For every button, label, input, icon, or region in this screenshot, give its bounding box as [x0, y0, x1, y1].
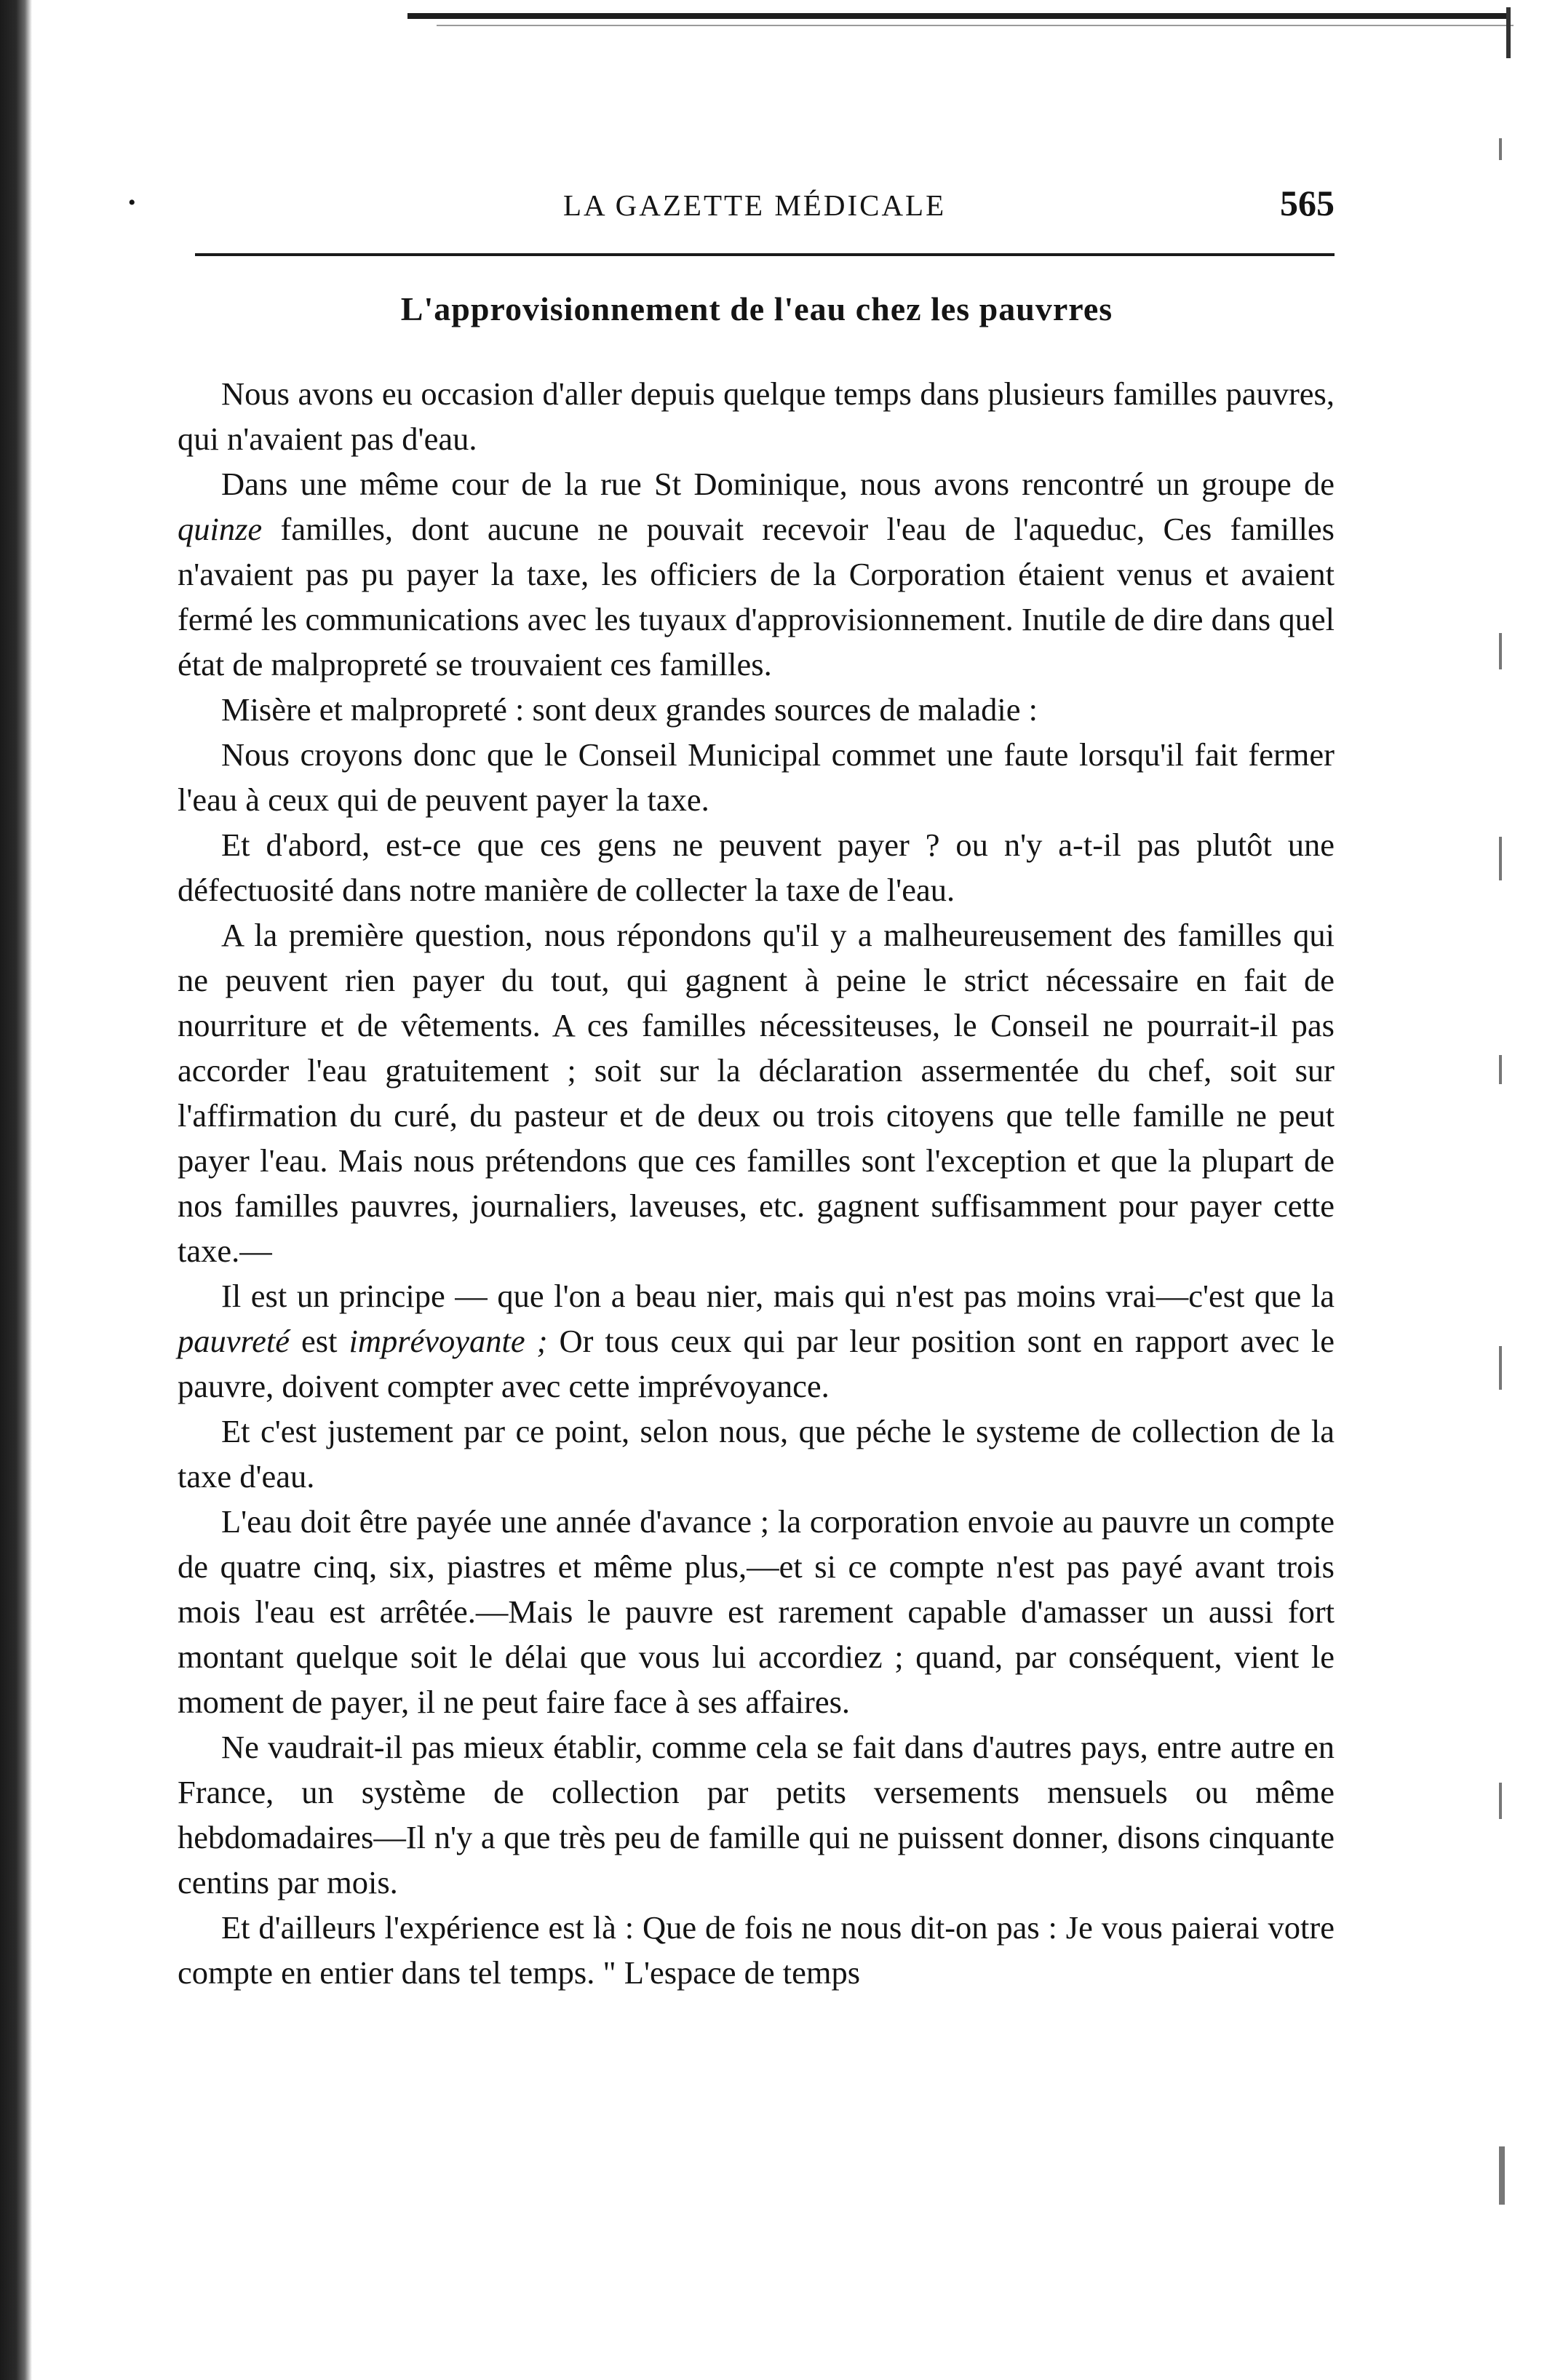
speck: [1499, 1346, 1502, 1390]
paragraph-2: [178, 461, 1335, 687]
scan-top-edge-line: [437, 25, 1514, 26]
paragraph-11: Et d'ailleurs l'expérience est là : Que de fois ne nous dit-on pas : Je vous paierai votre compte en entier dans tel temps. " L'espace de temps: [178, 1909, 1335, 1991]
paragraph-2-before: Dans une même cour de la rue St Dominique, nous avons rencontré un groupe de: [221, 466, 1335, 502]
paragraph-2-italic: quinze: [178, 511, 263, 547]
scan-right-edge: [1506, 7, 1511, 58]
paragraph-5: Et d'abord, est-ce que ces gens ne peuvent payer ? ou n'y a-t-il pas plutôt une défectuosité dans notre manière de collecter la taxe de l'eau.: [178, 827, 1335, 908]
journal-title: LA GAZETTE MÉDICALE: [563, 188, 947, 222]
article-title: L'approvisionnement de l'eau chez les pauvrres: [400, 290, 1113, 327]
paragraph-3: Misère et malpropreté : sont deux grandes sources de maladie :: [221, 691, 1038, 728]
paragraph-4: Nous croyons donc que le Conseil Municipal commet une faute lorsqu'il fait fermer l'eau à ceux qui de peuvent payer la taxe.: [178, 736, 1335, 818]
speck: [1499, 2146, 1505, 2205]
scan-left-edge: [0, 0, 32, 2380]
paragraph-7-italic-1: pauvreté: [178, 1323, 290, 1359]
speck: [1499, 1055, 1502, 1084]
speck: [1499, 633, 1502, 669]
speck: [1499, 837, 1502, 880]
paragraph-7-before: Il est un principe — que l'on a beau nier, mais qui n'est pas moins vrai—c'est que la: [221, 1278, 1335, 1314]
paragraph-2-after: familles, dont aucune ne pouvait recevoir l'eau de l'aqueduc, Ces familles n'avaient pas pu payer la taxe, les officiers de la Corporation étaient venus et avaient fermé les communications avec les tuyaux d'approvisionnement. Inutile de dire dans quel état de malpropreté se trouvaient ces familles.: [178, 511, 1335, 682]
paragraph-1: Nous avons eu occasion d'aller depuis quelque temps dans plusieurs familles pauvres, qui n'avaient pas d'eau.: [178, 375, 1335, 457]
paragraph-9: L'eau doit être payée une année d'avance ; la corporation envoie au pauvre un compte de quatre cinq, six, piastres et même plus,—et si ce compte n'est pas payé avant trois mois l'eau est arrêtée.—Mais le pauvre est rarement capable d'amasser un aussi fort montant quelque soit le délai que vous lui accordiez ; quand, par conséquent, vient le moment de payer, il ne peut faire face à ses affaires.: [178, 1503, 1335, 1720]
article-body: [178, 371, 1335, 1995]
page-number: 565: [1280, 183, 1335, 223]
speck: [1499, 138, 1502, 160]
paragraph-7: [178, 1273, 1335, 1409]
paragraph-6: A la première question, nous répondons qu'il y a malheureusement des familles qui ne peuvent rien payer du tout, qui gagnent à peine le strict nécessaire en fait de nourriture et de vêtements. A ces familles nécessiteuses, le Conseil ne pourrait-il pas accorder l'eau gratuitement ; soit sur la déclaration assermentée du chef, soit sur l'affirmation du curé, du pasteur et de deux ou trois citoyens que telle famille ne peut payer l'eau. Mais nous prétendons que ces familles sont l'exception et que la plupart de nos familles pauvres, journaliers, laveuses, etc. gagnent suffisamment pour payer cette taxe.—: [178, 917, 1335, 1269]
paragraph-10: Ne vaudrait-il pas mieux établir, comme cela se fait dans d'autres pays, entre autre en France, un système de collection par petits versements mensuels ou même hebdomadaires—Il n'y a que très peu de famille qui ne puissent donner, disons cinquante centins par mois.: [178, 1729, 1335, 1901]
paragraph-7-italic-2: imprévoyante ;: [349, 1323, 548, 1359]
speck: [1499, 1783, 1502, 1819]
header-bullet: •: [128, 191, 136, 215]
paragraph-7-middle: est: [290, 1323, 349, 1359]
header-rule: [195, 253, 1335, 256]
paragraph-7-after: Or tous ceux qui par leur position sont en rapport avec le pauvre, doivent compter avec cette imprévoyance.: [178, 1323, 1335, 1404]
scan-top-edge: [407, 13, 1506, 19]
paragraph-8: Et c'est justement par ce point, selon nous, que péche le systeme de collection de la taxe d'eau.: [178, 1413, 1335, 1495]
margin-specks: [1499, 109, 1543, 2365]
running-header: [128, 180, 1335, 231]
